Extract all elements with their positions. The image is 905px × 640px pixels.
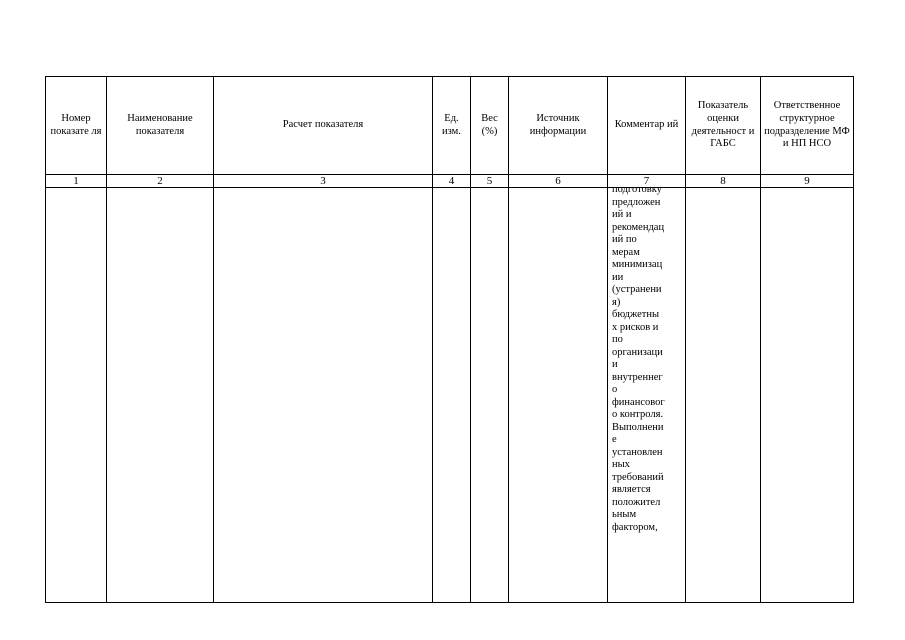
header-comment: Комментар ий (608, 77, 686, 175)
header-responsible-unit: Ответственное структурное подразделение МФ и НП НСО (761, 77, 854, 175)
report-table (45, 76, 854, 603)
cell-responsible-unit (761, 188, 854, 603)
cell-weight (471, 188, 509, 603)
header-source: Источник информации (509, 77, 608, 175)
column-number: 8 (686, 175, 761, 188)
cell-unit (433, 188, 471, 603)
cell-indicator-name (107, 188, 214, 603)
header-indicator-name: Наименование показателя (107, 77, 214, 175)
column-number: 1 (46, 175, 107, 188)
header-indicator-calculation: Расчет показателя (214, 77, 433, 175)
cell-indicator-number (46, 188, 107, 603)
comment-text: подготовку предложен ий и рекомендац ий по мерам минимизац ии (устранени я) бюджетны х рисков и по организаци и внутреннег о финансовог о контроля. Выполнени е установлен ных требований является положител ьным фактором, (612, 184, 665, 533)
column-number: 3 (214, 175, 433, 188)
column-number: 7 (608, 175, 686, 188)
column-number: 4 (433, 175, 471, 188)
header-row (46, 77, 854, 175)
column-number: 5 (471, 175, 509, 188)
cell-comment (608, 184, 686, 603)
column-number: 6 (509, 175, 608, 188)
header-gabs-indicator: Показатель оценки деятельност и ГАБС (686, 77, 761, 175)
header-weight: Вес (%) (471, 77, 509, 175)
header-indicator-number: Номер показате ля (46, 77, 107, 175)
column-number: 2 (107, 175, 214, 188)
column-number-row (46, 175, 854, 188)
cell-source (509, 188, 608, 603)
cell-indicator-calculation (214, 188, 433, 603)
cell-gabs-indicator (686, 188, 761, 603)
column-number: 9 (761, 175, 854, 188)
table-row (46, 188, 854, 603)
header-unit: Ед. изм. (433, 77, 471, 175)
